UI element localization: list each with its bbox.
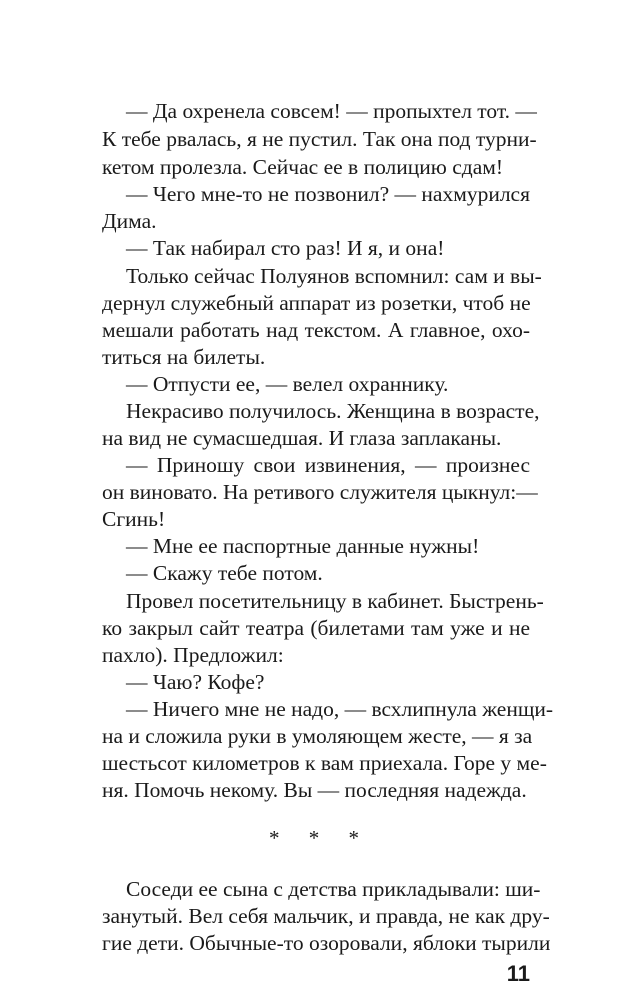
text-line: шестьсот километров к вам приехала. Горе у ме- (102, 751, 547, 775)
text-line: пахло). Предложил: (102, 643, 284, 667)
text-line: Сгинь! (102, 507, 166, 531)
text-line: Дима. (102, 209, 157, 233)
text-line: — Приношу свои извинения, — произнес (126, 453, 530, 477)
text-line: дернул служебный аппарат из розетки, чтоб не (102, 291, 531, 315)
text-line: — Чаю? Кофе? (126, 670, 265, 694)
text-line: — Да охренела совсем! — пропыхтел тот. — (126, 99, 537, 123)
text-line: на и сложила руки в умоляющем жесте, — я за (102, 724, 533, 748)
text-line: — Отпусти ее, — велел охраннику. (126, 372, 449, 396)
text-line: ко закрыл сайт театра (билетами там уже и не (102, 616, 530, 640)
text-line: гие дети. Обычные-то озоровали, яблоки тырили (102, 931, 551, 955)
text-line: К тебе рвалась, я не пустил. Так она под турни- (102, 127, 537, 151)
text-line: Соседи ее сына с детства прикладывали: ши- (126, 877, 541, 901)
text-line: — Так набирал сто раз! И я, и она! (126, 236, 445, 260)
text-line: — Ничего мне не надо, — всхлипнула женщи- (126, 697, 554, 721)
text-line: Некрасиво получилось. Женщина в возрасте, (126, 399, 540, 423)
text-line: Провел посетительницу в кабинет. Быстрень- (126, 589, 544, 613)
text-line: — Скажу тебе потом. (126, 561, 323, 585)
text-line: — Мне ее паспортные данные нужны! (126, 534, 480, 558)
text-line: ня. Помочь некому. Вы — последняя надежда. (102, 778, 527, 802)
text-line: мешали работать над текстом. А главное, охо- (102, 318, 530, 342)
text-line: на вид не сумасшедшая. И глаза заплаканы. (102, 426, 502, 450)
text-line: Только сейчас Полуянов вспомнил: сам и вы- (126, 264, 542, 288)
text-line: — Чего мне-то не позвонил? — нахмурился (126, 182, 530, 206)
text-line: кетом пролезла. Сейчас ее в полицию сдам! (102, 155, 504, 179)
scene-break: * * * (269, 826, 371, 850)
text-line: титься на билеты. (102, 345, 266, 369)
page-number: 11 (506, 961, 530, 986)
text-line: занутый. Вел себя мальчик, и правда, не как дру- (102, 904, 550, 928)
text-line: он виновато. На ретивого служителя цыкнул:— (102, 480, 538, 504)
